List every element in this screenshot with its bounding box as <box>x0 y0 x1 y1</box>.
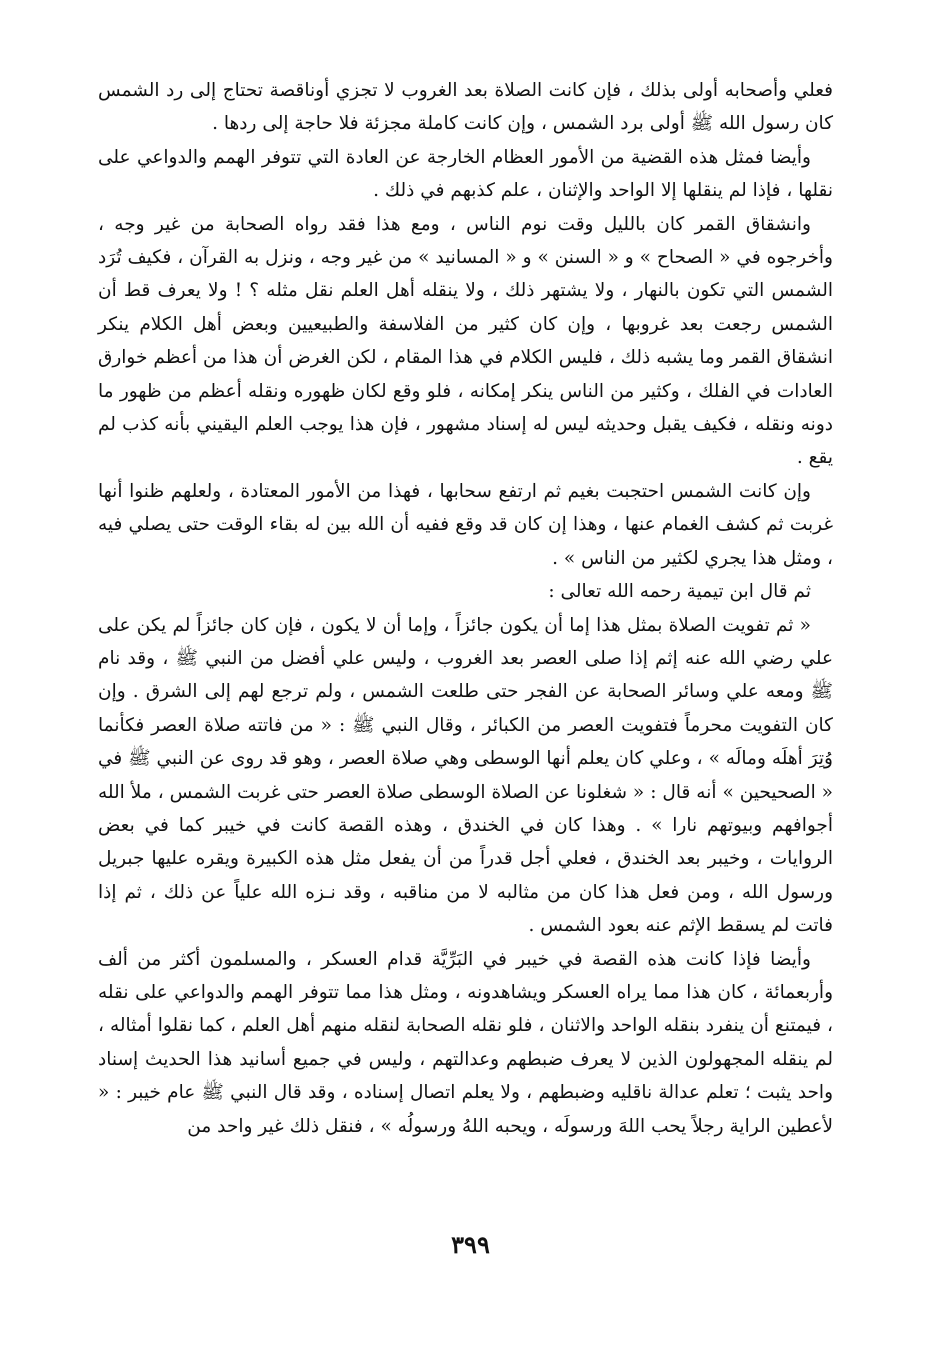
paragraph-2: وأيضا فمثل هذه القضية من الأمور العظام الخارجة عن العادة التي تتوفر الهمم والدواعي على نقلها ، فإذا لم ينقلها إلا الواحد والإثنان ، علم كذبهم في ذلك . <box>98 146 833 202</box>
paragraph-1: فعلي وأصحابه أولى بذلك ، فإن كانت الصلاة بعد الغروب لا تجزي أوناقصة تحتاج إلى رد الشمس كان رسول الله ﷺ أولى برد الشمس ، وإن كانت كاملة مجزئة فلا حاجة إلى ردها . <box>98 80 833 135</box>
paragraph-5: ثم قال ابن تيمية رحمه الله تعالى : <box>548 581 811 603</box>
paragraph-3: وانشقاق القمر كان بالليل وقت نوم الناس ، ومع هذا فقد رواه الصحابة من غير وجه ، وأخرجوه في « الصحاح » و « السنن » و « المسانيد » من غير وجه ، ونزل به القرآن ، فكيف تُرَد الشمس التي تكون بالنهار ، ولا يشتهر ذلك ، ولا ينقله أهل العلم نقل مثله ؟ ! ولا يعرف قط أن الشمس رجعت بعد غروبها ، وإن كان كثير من الفلاسفة والطبيعيين وبعض أهل الكلام ينكر انشقاق القمر وما يشبه ذلك ، فليس الكلام في هذا المقام ، لكن الغرض أن هذا من أعظم خوارق العادات في الفلك ، وكثير من الناس ينكر إمكانه ، فلو وقع لكان ظهوره ونقله أعظم من ظهور ما دونه ونقله ، فكيف يقبل وحديثه ليس له إسناد مشهور ، فإن هذا يوجب العلم اليقيني بأنه كذب لم يقع . <box>98 213 833 469</box>
body-text <box>98 74 833 1143</box>
paragraph-7: وأيضا فإذا كانت هذه القصة في خيبر في البَرِّيَّة قدام العسكر ، والمسلمون أكثر من ألف وأربعمائة ، كان هذا مما يراه العسكر ويشاهدونه ، ومثل هذا مما تتوفر الهمم والدواعي على نقله ، فيمتنع أن ينفرد بنقله الواحد والاثنان ، فلو نقله الصحابة لنقله منهم أهل العلم ، كما نقلوا أمثاله ، لم ينقله المجهولون الذين لا يعرف ضبطهم وعدالتهم ، وليس في جميع أسانيد هذا الحديث إسناد واحد يثبت ؛ تعلم عدالة ناقليه وضبطهم ، ولا يعلم اتصال إسناده ، وقد قال النبي ﷺ عام خيبر : « لأعطين الراية رجلاً يحب اللهَ ورسولَه ، ويحبه اللهُ ورسولُه » ، فنقل ذلك غير واحد من <box>98 948 833 1137</box>
paragraph-4: وإن كانت الشمس احتجبت بغيم ثم ارتفع سحابها ، فهذا من الأمور المعتادة ، ولعلهم ظنوا أنها غربت ثم كشف الغمام عنها ، وهذا إن كان قد وقع ففيه أن الله بين له بقاء الوقت حتى يصلي فيه ، ومثل هذا يجري لكثير من الناس » . <box>98 480 833 569</box>
paragraph-6: « ثم تفويت الصلاة بمثل هذا إما أن يكون جائزاً ، وإما أن لا يكون ، فإن كان جائزاً لم يكن على علي رضي الله عنه إثم إذا صلى العصر بعد الغروب ، وليس علي أفضل من النبي ﷺ ، وقد نام ﷺ ومعه علي وسائر الصحابة عن الفجر حتى طلعت الشمس ، ولم ترجع لهم إلى الشرق . وإن كان التفويت محرماً فتفويت العصر من الكبائر ، وقال النبي ﷺ : « من فاتته صلاة العصر فكأنما وُتِرَ أهلَه ومالَه » ، وعلي كان يعلم أنها الوسطى وهي صلاة العصر ، وهو قد روى عن النبي ﷺ في « الصحيحين » أنه قال : « شغلونا عن الصلاة الوسطى صلاة العصر حتى غربت الشمس ، ملأ الله أجوافهم وبيوتهم نارا » . وهذا كان في الخندق ، وهذه القصة كانت في خيبر كما في بعض الروايات ، وخيبر بعد الخندق ، فعلي أجل قدراً من أن يفعل مثل هذه الكبيرة ويقره عليها جبريل ورسول الله ، ومن فعل هذا كان من مثالبه لا من مناقبه ، وقد نـزه الله علياً عن ذلك ، ثم إذا فاتت لم يسقط الإثم عنه بعود الشمس . <box>98 614 833 937</box>
page-number: ٣٩٩ <box>451 1230 490 1259</box>
